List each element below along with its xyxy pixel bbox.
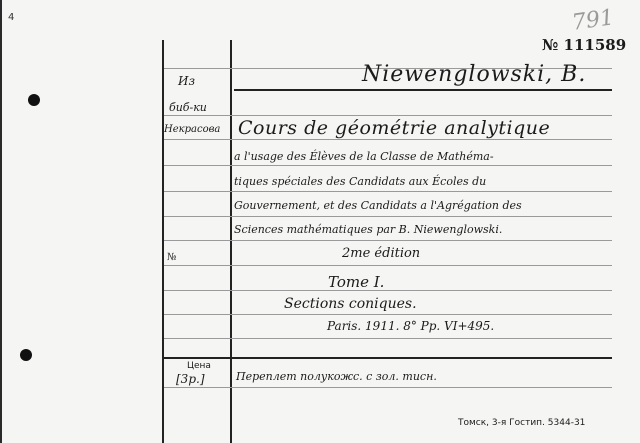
price-label: Цена: [187, 361, 211, 371]
price-value: [3р.]: [176, 372, 205, 386]
source-line-1: Из: [178, 74, 196, 88]
title-line-1: Cours de géométrie analytique: [238, 117, 551, 139]
ruled-line: [164, 139, 612, 140]
section: Sections coniques.: [284, 296, 417, 312]
punch-hole-bottom: [20, 349, 32, 361]
imprint: Paris. 1911. 8° Pp. VI+495.: [327, 319, 495, 333]
ruled-line: [164, 165, 612, 166]
volume: Tome I.: [328, 273, 385, 291]
printer-line: Томск, 3-я Гостип. 5344-31: [458, 418, 586, 428]
footer-rule: [162, 357, 612, 359]
ruled-line: [164, 191, 612, 192]
ruled-line: [164, 314, 612, 315]
punch-hole-top: [28, 94, 40, 106]
title-line-3: tiques spéciales des Candidats aux Écoles du: [234, 175, 487, 188]
source-line-2: биб-ки: [169, 101, 207, 114]
catalog-number: № 111589: [542, 36, 627, 54]
corner-mark: 4: [8, 12, 15, 23]
ruled-line: [164, 265, 612, 266]
author-rule: [234, 89, 612, 91]
number-label: №: [167, 252, 177, 263]
ruled-line: [164, 216, 612, 217]
pencil-number: 791: [570, 5, 616, 36]
ruled-line: [164, 387, 612, 388]
ruled-line: [164, 290, 612, 291]
title-line-2: a l'usage des Élèves de la Classe de Mathéma-: [234, 150, 494, 163]
ruled-line: [164, 115, 612, 116]
title-line-4: Gouvernement, et des Candidats a l'Agrégation des: [234, 199, 522, 212]
ruled-line: [164, 338, 612, 339]
ruled-line: [164, 240, 612, 241]
binding-note: Переплет полукожс. с зол. тисн.: [236, 370, 437, 383]
column-rule-right: [230, 40, 232, 443]
title-line-5: Sciences mathématiques par B. Niewenglowski.: [234, 223, 503, 236]
column-rule-left: [162, 40, 164, 443]
author-heading: Niewenglowski, B.: [362, 62, 587, 87]
edition: 2me édition: [342, 246, 421, 261]
source-line-3: Некрасова: [164, 124, 221, 135]
